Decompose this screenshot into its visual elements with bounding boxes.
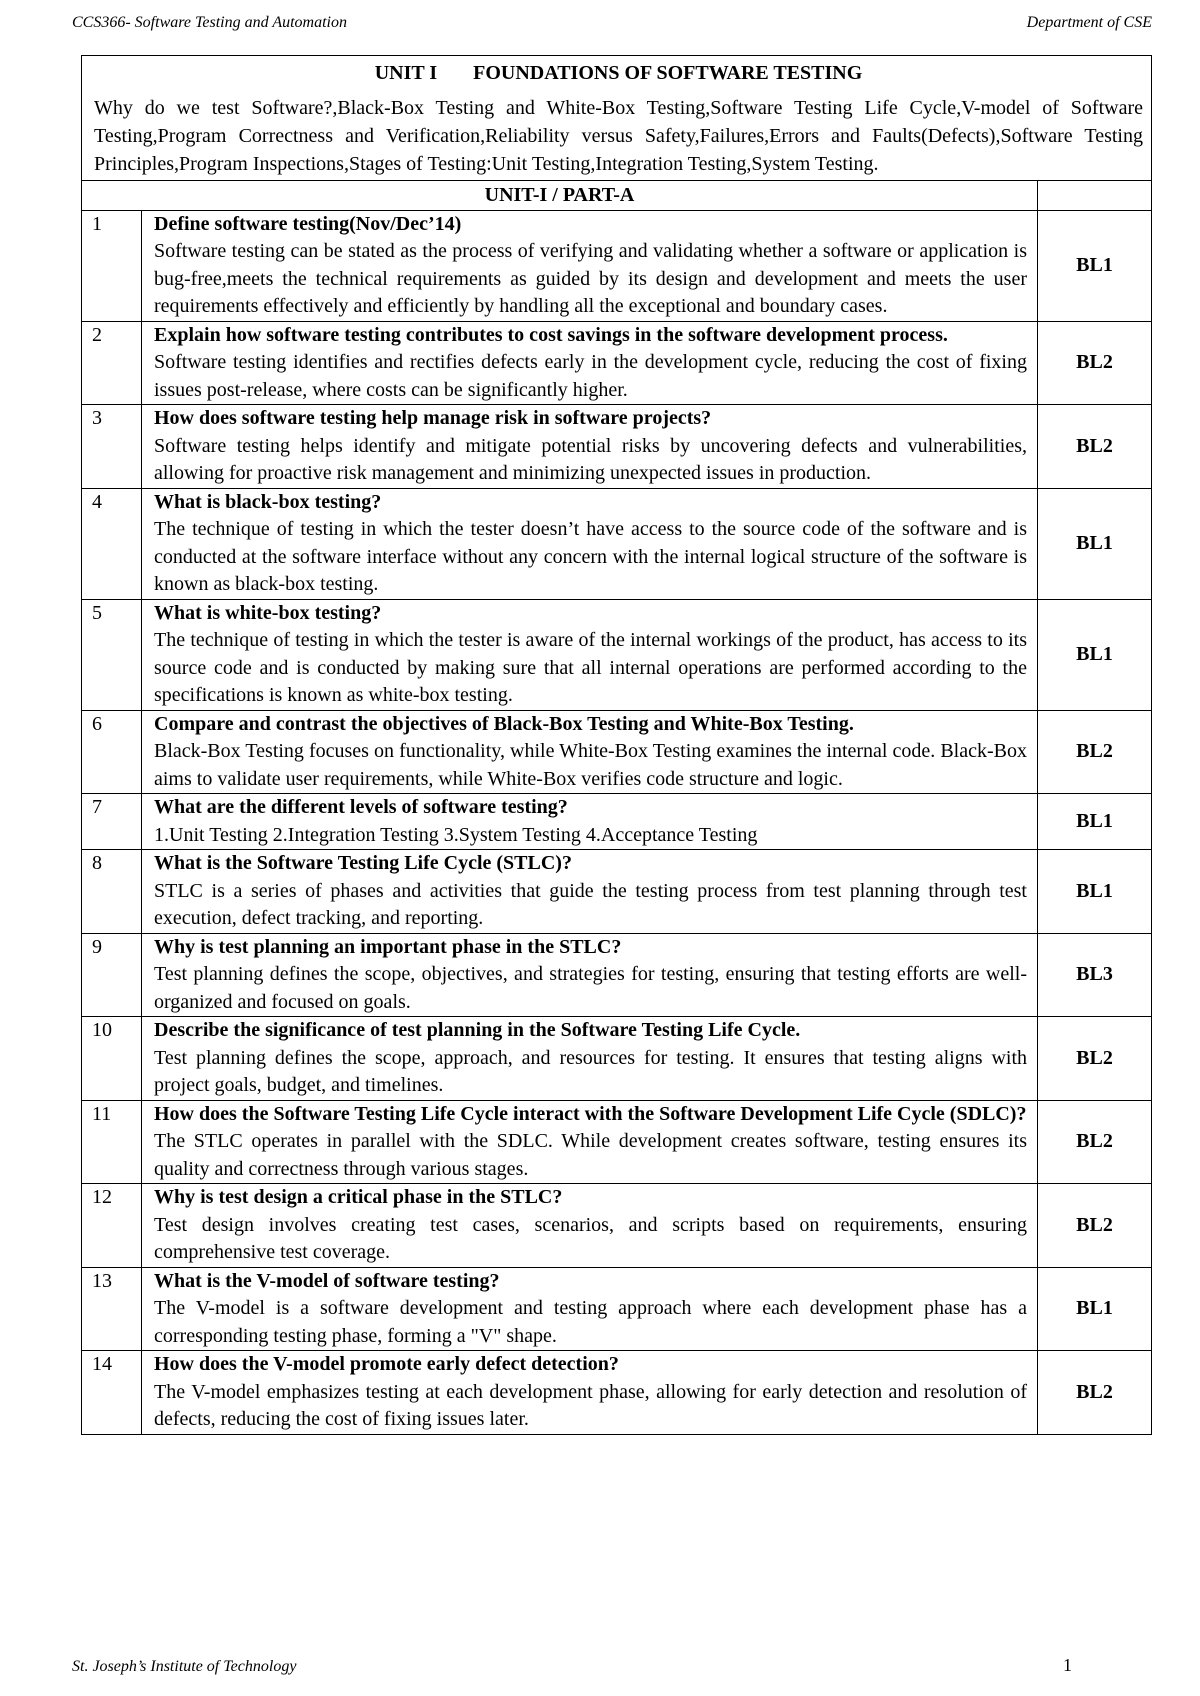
unit-label: UNIT I [374,62,438,84]
part-heading-row [82,181,1152,211]
unit-title: FOUNDATIONS OF SOFTWARE TESTING [473,62,863,84]
footer-institute: St. Joseph’s Institute of Technology [72,1658,297,1675]
answer-text: The technique of testing in which the tester is aware of the internal workings of the product, has access to its source code and is conducted by making sure that all internal operations are performed according to the specifications is known as white-box testing. [154,629,1027,706]
bloom-level: BL3 [1038,933,1152,1017]
question-number: 4 [82,488,142,599]
question-text: How does software testing help manage risk in software projects? [154,407,712,429]
bloom-level: BL2 [1038,1100,1152,1184]
answer-text: Test planning defines the scope, objectives, and strategies for testing, ensuring that testing efforts are well-organized and focused on goals. [154,963,1027,1013]
answer-text: Test design involves creating test cases, scenarios, and scripts based on requirements, ensuring comprehensive test coverage. [154,1213,1027,1263]
question-cell [142,1267,1038,1351]
question-number: 2 [82,321,142,405]
bloom-level: BL1 [1038,599,1152,710]
bloom-level: BL2 [1038,405,1152,489]
answer-text: Black-Box Testing focuses on functionality, while White-Box Testing examines the internal code. Black-Box aims to validate user requirements, while White-Box verifies code structure and logic. [154,740,1027,790]
answer-text: Test planning defines the scope, approach, and resources for testing. It ensures that testing aligns with project goals, budget, and timelines. [154,1046,1027,1096]
answer-text: Software testing helps identify and mitigate potential risks by uncovering defects and vulnerabilities, allowing for proactive risk management and minimizing unexpected issues in production. [154,434,1027,484]
unit-summary [81,55,1152,180]
answer-text: 1.Unit Testing 2.Integration Testing 3.System Testing 4.Acceptance Testing [154,823,758,846]
question-cell [142,599,1038,710]
part-heading: UNIT-I / PART-A [82,181,1038,211]
question-cell [142,933,1038,1017]
bloom-level: BL2 [1038,1184,1152,1268]
question-row [82,1351,1152,1435]
question-number: 7 [82,794,142,850]
bloom-level: BL2 [1038,321,1152,405]
answer-text: Software testing can be stated as the process of verifying and validating whether a software or application is bug-free,meets the technical requirements as guided by its design and development and meets the user requirements effectively and efficiently by handling all the exceptional and boundary cases. [154,240,1027,317]
question-text: What is the V-model of software testing? [154,1269,500,1292]
question-number: 10 [82,1017,142,1101]
question-row [82,321,1152,405]
question-cell [142,1017,1038,1101]
question-row [82,850,1152,934]
question-text: Compare and contrast the objectives of Black-Box Testing and White-Box Testing. [154,712,854,735]
bloom-level: BL2 [1038,1017,1152,1101]
answer-text: The technique of testing in which the tester doesn’t have access to the source code of the software and is conducted at the software interface without any concern with the internal logical structure of the software is known as black-box testing. [154,518,1027,595]
bloom-level: BL1 [1038,794,1152,850]
question-row [82,1100,1152,1184]
question-row [82,405,1152,489]
question-row [82,599,1152,710]
page-number: 1 [1063,1655,1072,1675]
unit-syllabus: Why do we test Software?,Black-Box Testing and White-Box Testing,Software Testing Life Cycle,V-model of Software Testing,Program Correctness and Verification,Reliability versus Safety,Failures,Errors and Faults(Defects),Software Testing Principles,Program Inspections,Stages of Testing:Unit Testing,Integration Testing,System Testing. [94,97,1143,175]
answer-text: The V-model emphasizes testing at each development phase, allowing for early detection and resolution of defects, reducing the cost of fixing issues later. [154,1380,1027,1430]
question-text: Define software testing(Nov/Dec’14) [154,212,462,235]
question-number: 14 [82,1351,142,1435]
question-cell [142,488,1038,599]
question-text: What are the different levels of software testing? [154,796,568,818]
question-number: 12 [82,1184,142,1268]
bloom-level: BL1 [1038,210,1152,321]
question-number: 13 [82,1267,142,1351]
question-text: Explain how software testing contributes to cost savings in the software development process. [154,323,948,346]
question-row [82,794,1152,850]
question-cell [142,850,1038,934]
question-cell [142,1184,1038,1268]
question-bank [81,55,1152,1435]
answer-text: Software testing identifies and rectifies defects early in the development cycle, reducing the cost of fixing issues post-release, where costs can be significantly higher. [154,351,1027,401]
bloom-level: BL1 [1038,1267,1152,1351]
question-cell [142,405,1038,489]
answer-text: The STLC operates in parallel with the SDLC. While development creates software, testing ensures its quality and correctness through various stages. [154,1130,1027,1180]
question-cell [142,1100,1038,1184]
question-text: Why is test planning an important phase in the STLC? [154,935,622,958]
question-row [82,710,1152,794]
bloom-level: BL1 [1038,850,1152,934]
question-number: 1 [82,210,142,321]
question-row [82,210,1152,321]
question-text: Why is test design a critical phase in the STLC? [154,1186,563,1208]
unit-heading [94,60,1143,86]
question-text: What is black-box testing? [154,490,382,513]
question-text: Describe the significance of test planning in the Software Testing Life Cycle. [154,1019,801,1041]
question-number: 9 [82,933,142,1017]
question-row [82,1184,1152,1268]
question-text: What is white-box testing? [154,601,382,624]
question-row [82,488,1152,599]
question-cell [142,794,1038,850]
part-heading-blank [1038,181,1152,211]
bloom-level: BL2 [1038,710,1152,794]
answer-text: The V-model is a software development and testing approach where each development phase has a corresponding testing phase, forming a "V" shape. [154,1297,1027,1347]
header-course-title: CCS366- Software Testing and Automation [72,14,347,31]
question-number: 3 [82,405,142,489]
question-number: 5 [82,599,142,710]
question-row [82,933,1152,1017]
question-text: What is the Software Testing Life Cycle (STLC)? [154,852,572,874]
question-text: How does the V-model promote early defect detection? [154,1353,619,1375]
header-department: Department of CSE [1026,14,1152,31]
question-cell [142,210,1038,321]
question-number: 8 [82,850,142,934]
question-row [82,1267,1152,1351]
question-cell [142,321,1038,405]
question-row [82,1017,1152,1101]
answer-text: STLC is a series of phases and activities that guide the testing process from test planning through test execution, defect tracking, and reporting. [154,879,1027,929]
bloom-level: BL2 [1038,1351,1152,1435]
question-text: How does the Software Testing Life Cycle interact with the Software Development Life Cycle (SDLC)? [154,1102,1027,1125]
question-number: 6 [82,710,142,794]
question-cell [142,1351,1038,1435]
question-cell [142,710,1038,794]
question-number: 11 [82,1100,142,1184]
question-table [81,180,1152,1435]
bloom-level: BL1 [1038,488,1152,599]
